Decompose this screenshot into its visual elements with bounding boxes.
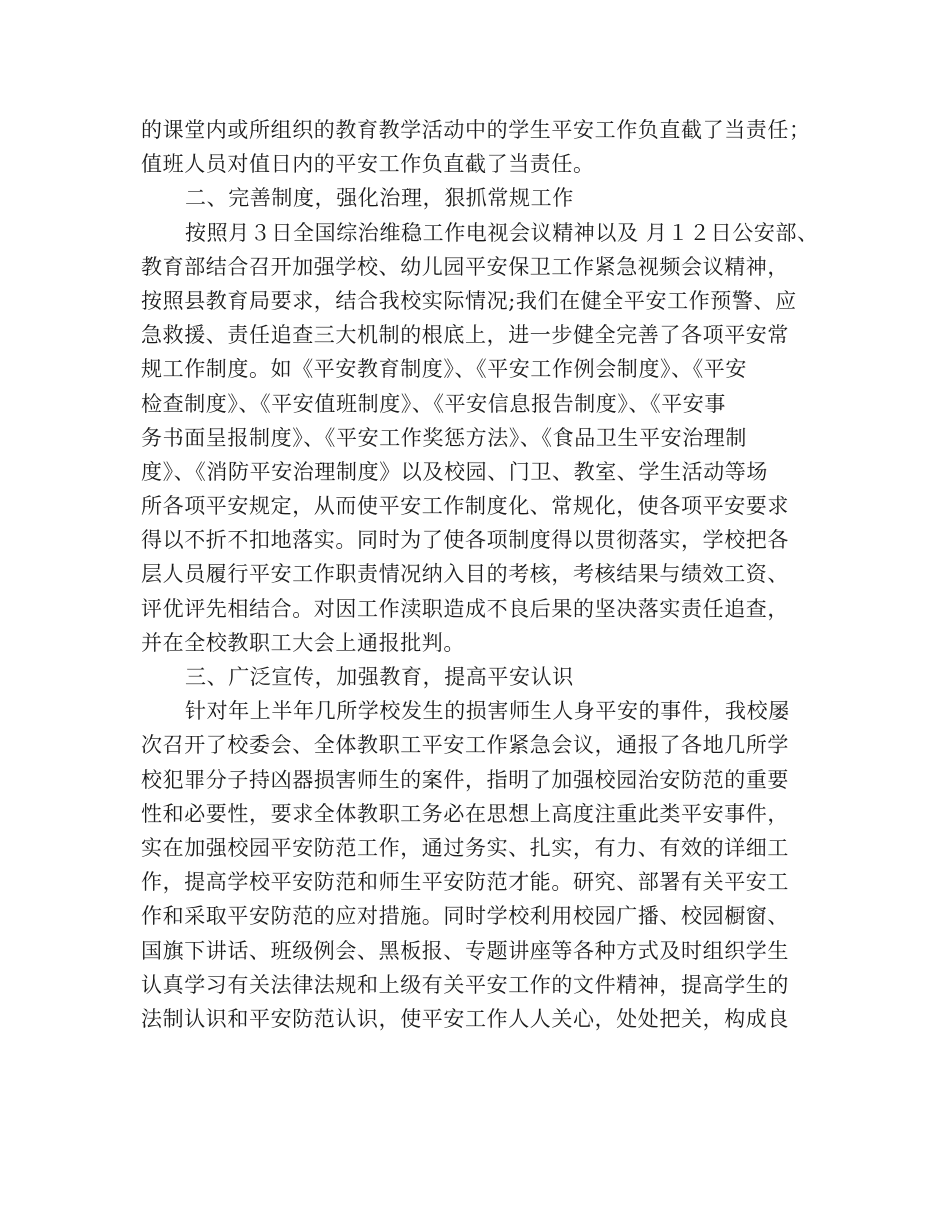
text-line: 规工作制度。如《平安教育制度》、《平安工作例会制度》、《平安 bbox=[141, 357, 747, 382]
text-line: 所各项平安规定，从而使平安工作制度化、常规化，使各项平安要求 bbox=[141, 494, 789, 519]
text-line: 国旗下讲话、班级例会、黑板报、专题讲座等各种方式及时组织学生 bbox=[141, 938, 789, 963]
text-line: 作和采取平安防范的应对措施。同时学校利用校园广播、校园橱窗、 bbox=[141, 904, 789, 929]
text-line: 次召开了校委会、全体教职工平安工作紧急会议，通报了各地几所学 bbox=[141, 733, 789, 758]
text-line: 度》、《消防平安治理制度》以及校园、门卫、教室、学生活动等场 bbox=[141, 459, 768, 484]
paragraph-first-line: 二、完善制度，强化治理，狠抓常规工作 bbox=[185, 186, 574, 211]
text-line: 务书面呈报制度》、《平安工作奖惩方法》、《食品卫生平安治理制 bbox=[141, 425, 747, 450]
paragraph-first-line: 针对年上半年几所学校发生的损害师生人身平安的事件，我校屡 bbox=[185, 699, 790, 724]
text-line: 并在全校教职工大会上通报批判。 bbox=[141, 630, 465, 655]
text-line: 作，提高学校平安防范和师生平安防范才能。研究、部署有关平安工 bbox=[141, 870, 789, 895]
text-line: 实在加强校园平安防范工作，通过务实、扎实，有力、有效的详细工 bbox=[141, 835, 789, 860]
paragraph-first-line: 按照月３日全国综治维稳工作电视会议精神以及 月１２日公安部、 bbox=[185, 220, 819, 245]
text-line: 认真学习有关法律法规和上级有关平安工作的文件精神，提高学生的 bbox=[141, 972, 789, 997]
text-line: 值班人员对值日内的平安工作负直截了当责任。 bbox=[141, 152, 595, 177]
paragraph-first-line: 三、广泛宣传，加强教育，提高平安认识 bbox=[185, 665, 574, 689]
text-line: 法制认识和平安防范认识，使平安工作人人关心，处处把关，构成良 bbox=[141, 1006, 789, 1031]
text-line: 得以不折不扣地落实。同时为了使各项制度得以贯彻落实，学校把各 bbox=[141, 528, 789, 553]
document-body bbox=[141, 113, 831, 1036]
text-line: 教育部结合召开加强学校、幼儿园平安保卫工作紧急视频会议精神， bbox=[141, 254, 789, 279]
text-line: 检查制度》、《平安值班制度》、《平安信息报告制度》、《平安事 bbox=[141, 391, 726, 416]
text-line: 评优评先相结合。对因工作渎职造成不良后果的坚决落实责任追查， bbox=[141, 596, 789, 621]
text-line: 层人员履行平安工作职责情况纳入目的考核，考核结果与绩效工资、 bbox=[141, 562, 789, 587]
text-line: 的课堂内或所组织的教育教学活动中的学生平安工作负直截了当责任； bbox=[141, 118, 811, 142]
text-line: 性和必要性，要求全体教职工务必在思想上高度注重此类平安事件， bbox=[141, 801, 789, 826]
text-line: 按照县教育局要求，结合我校实际情况;我们在健全平安工作预警、应 bbox=[141, 288, 797, 313]
text-line: 校犯罪分子持凶器损害师生的案件，指明了加强校园治安防范的重要 bbox=[141, 767, 789, 792]
text-line: 急救援、责任追查三大机制的根底上，进一步健全完善了各项平安常 bbox=[141, 323, 789, 348]
